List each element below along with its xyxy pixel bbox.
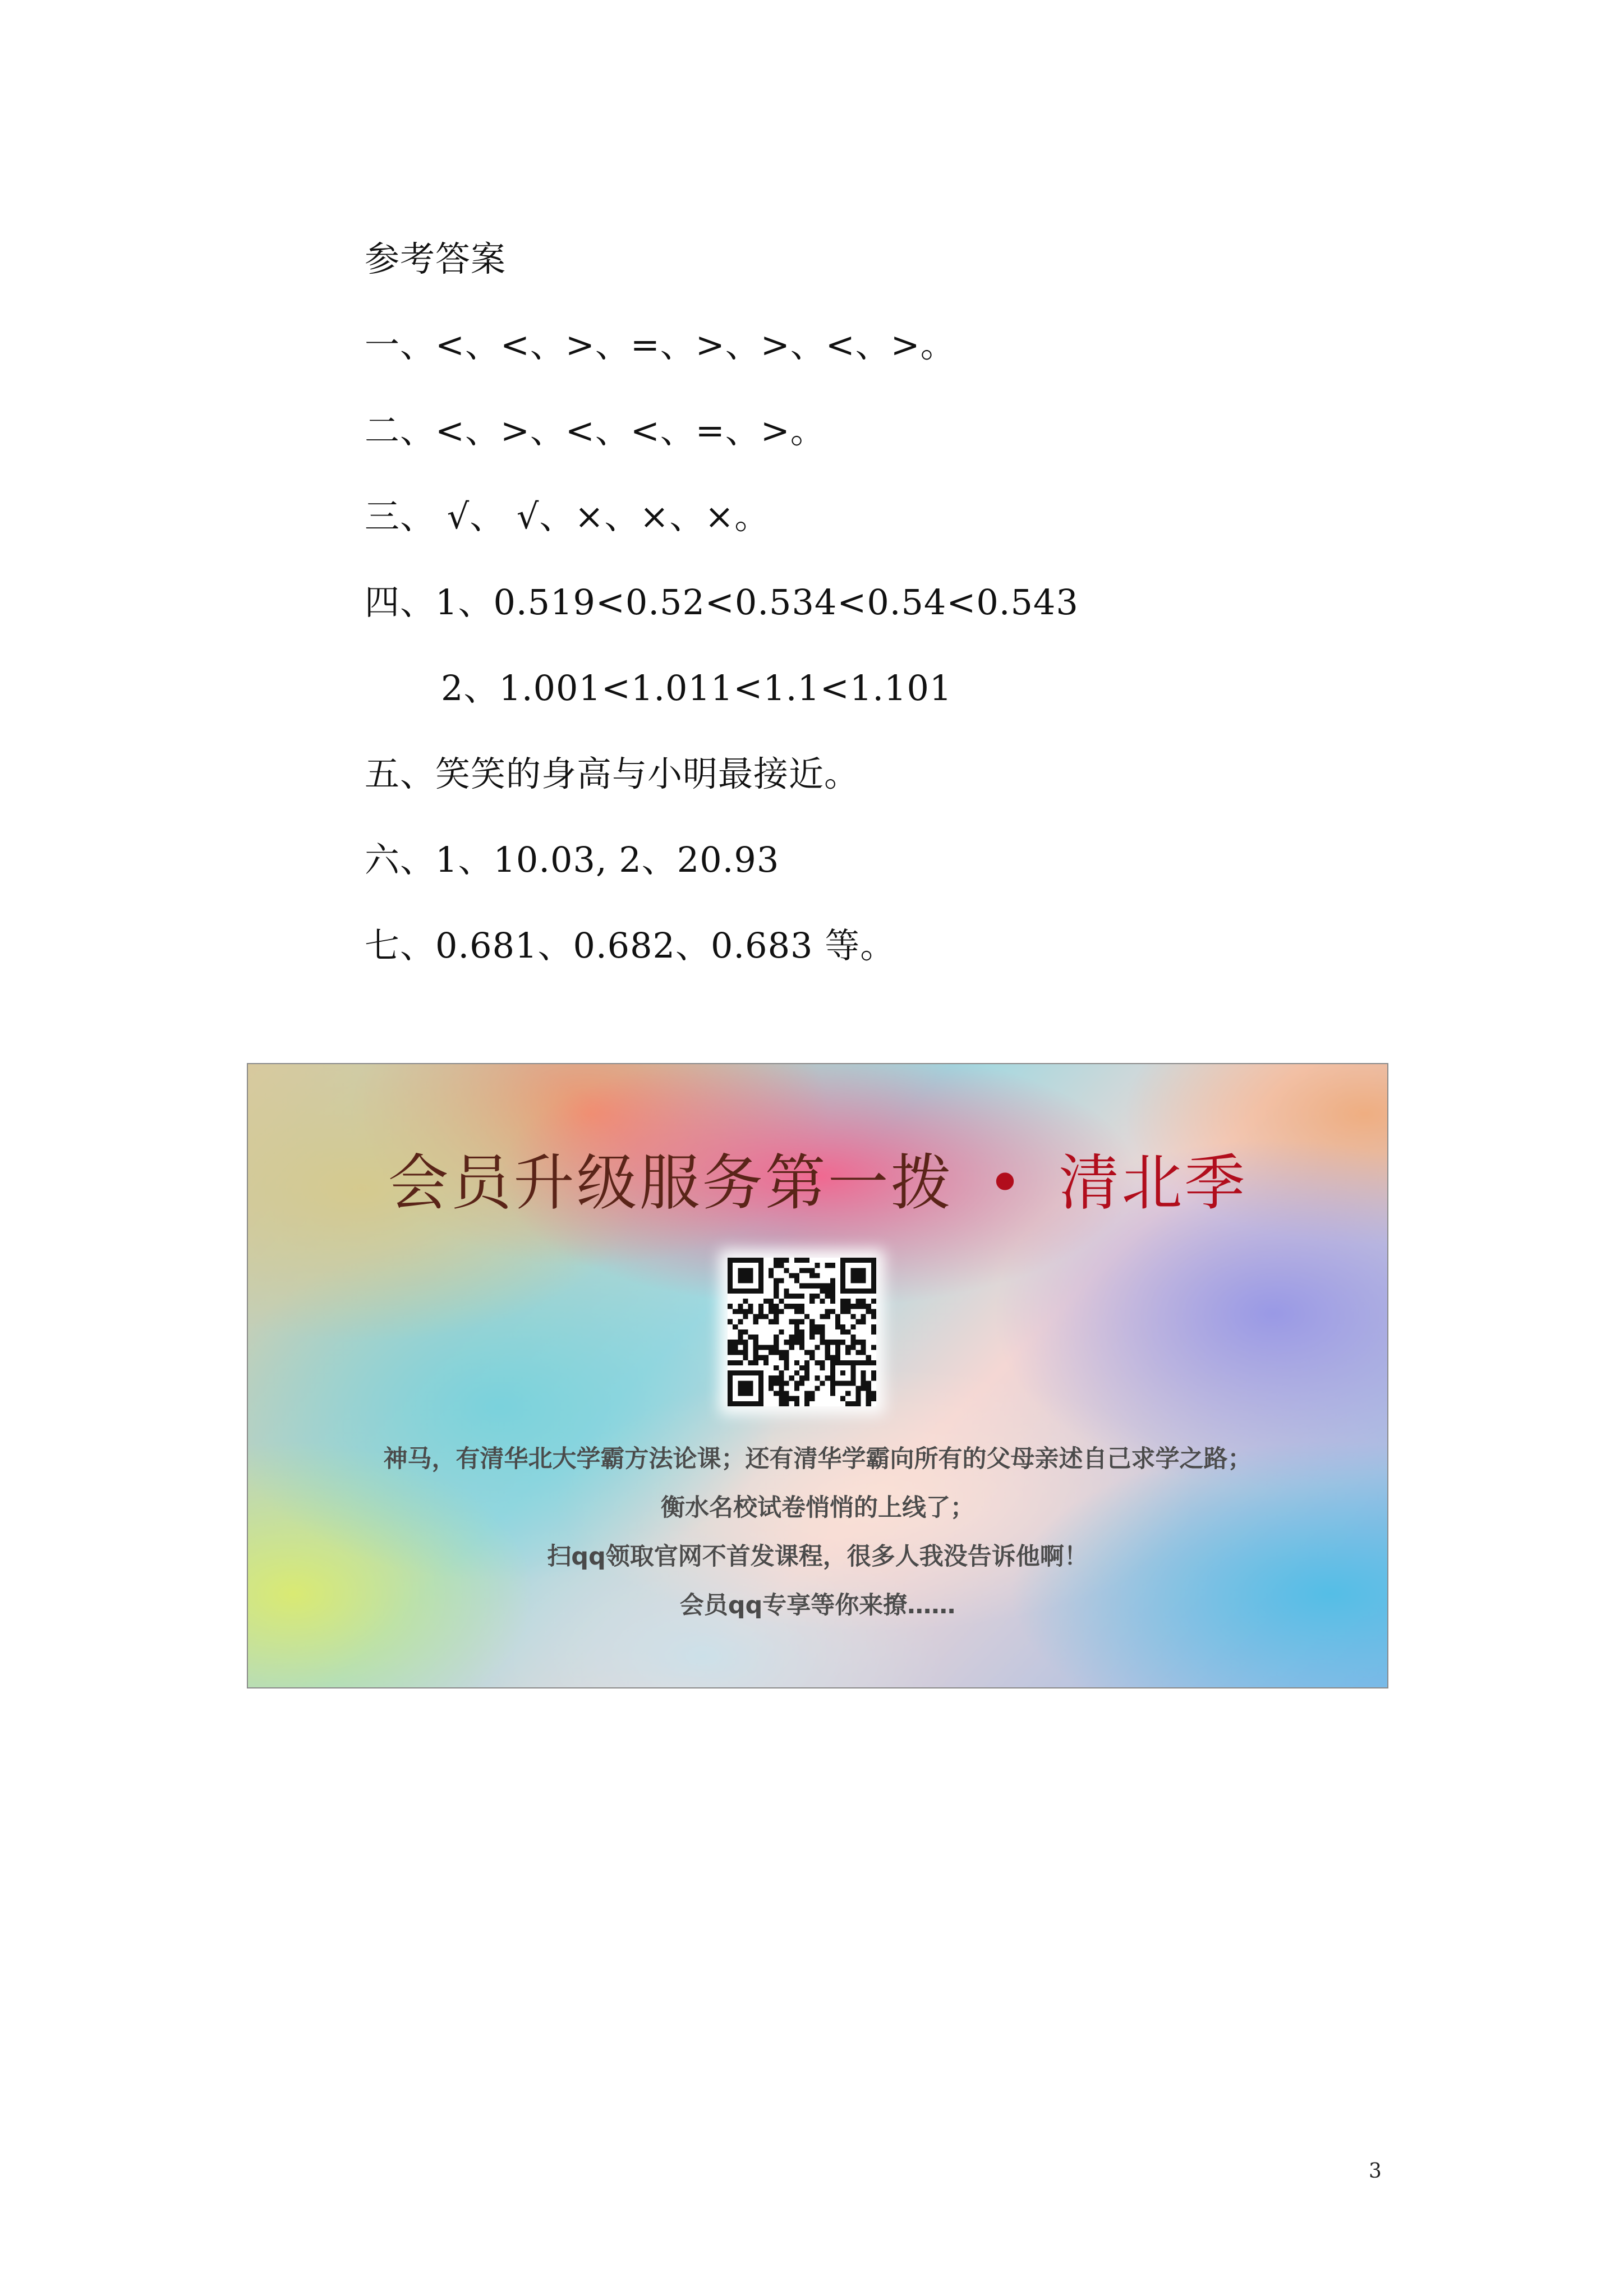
banner-title-separator: •	[987, 1148, 1025, 1218]
banner-text-line-1: 神马，有清华北大学霸方法论课；还有清华学霸向所有的父母亲述自己求学之路；	[383, 1445, 1252, 1473]
answer-line-1: 一、<、<、>、=、>、>、<、>。	[365, 324, 956, 365]
banner-title-season: 清北季	[1059, 1148, 1248, 1218]
qr-code-icon[interactable]	[728, 1258, 876, 1406]
promo-banner[interactable]	[247, 1063, 1388, 1688]
answer-line-4: 四、1、0.519<0.52<0.534<0.54<0.543	[365, 582, 1079, 623]
answer-section	[365, 213, 1430, 986]
answer-line-2: 二、<、>、<、<、=、>。	[365, 410, 826, 451]
banner-title	[248, 1134, 1387, 1221]
banner-text-line-2: 衡水名校试卷悄悄的上线了；	[661, 1494, 974, 1522]
banner-text-line-4: 会员qq专享等你来撩……	[679, 1591, 956, 1619]
banner-title-main: 会员升级服务第一拨	[388, 1148, 954, 1218]
answer-line-6: 六、1、10.03, 2、20.93	[365, 839, 780, 880]
answer-line-3: 三、 √、 √、×、×、×。	[365, 496, 770, 537]
banner-text-line-3: 扫qq领取官网不首发课程，很多人我没告诉他啊！	[547, 1543, 1088, 1571]
answer-heading: 参考答案	[365, 238, 507, 279]
answer-line-4-sub: 2、1.001<1.011<1.1<1.101	[441, 668, 953, 708]
page-number: 3	[1369, 2160, 1382, 2183]
answer-line-5: 五、笑笑的身高与小明最接近。	[365, 753, 860, 794]
answer-line-7: 七、0.681、0.682、0.683 等。	[365, 925, 896, 966]
